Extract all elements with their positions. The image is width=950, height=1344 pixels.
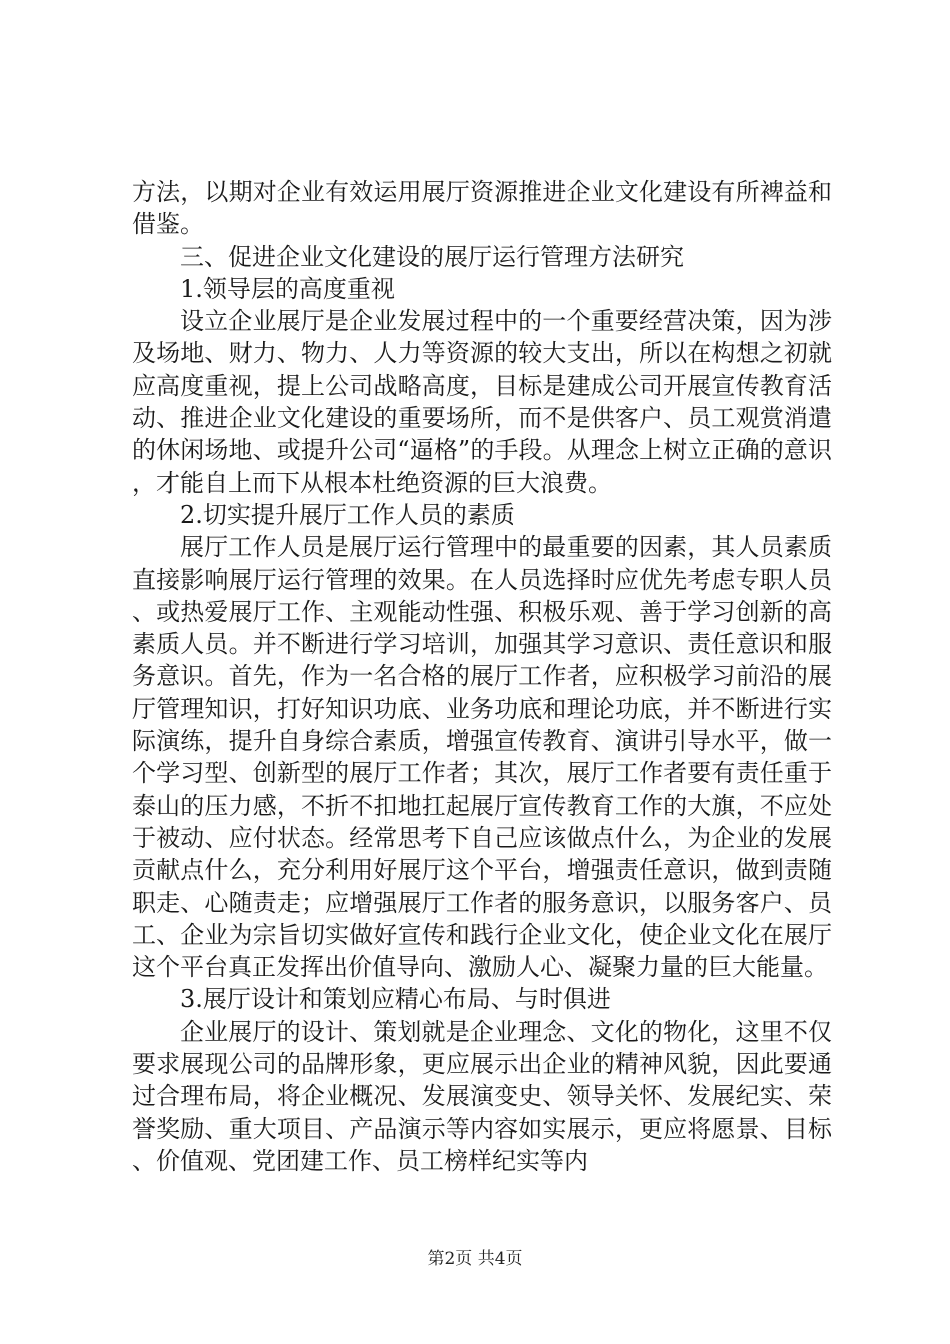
paragraph-2: 展厅工作人员是展厅运行管理中的最重要的因素，其人员素质直接影响展厅运行管理的效果。在人员选择时应优先考虑专职人员、或热爱展厅工作、主观能动性强、积极乐观、善于学习创新的高素质人员。并不断进行学习培训，加强其学习意识、责任意识和服务意识。首先，作为一名合格的展厅工作者，应积极学习前沿的展厅管理知识，打好知识功底、业务功底和理论功底，并不断进行实际演练，提升自身综合素质，增强宣传教育、演讲引导水平，做一个学习型、创新型的展厅工作者；其次，展厅工作者要有责任重于泰山的压力感，不折不扣地扛起展厅宣传教育工作的大旗，不应处于被动、应付状态。经常思考下自己应该做点什么，为企业的发展贡献点什么，充分利用好展厅这个平台，增强责任意识，做到责随职走、心随责走；应增强展厅工作者的服务意识，以服务客户、员工、企业为宗旨切实做好宣传和践行企业文化，使企业文化在展厅这个平台真正发挥出价值导向、激励人心、凝聚力量的巨大能量。 — [132, 533, 832, 982]
paragraph-1: 设立企业展厅是企业发展过程中的一个重要经营决策，因为涉及场地、财力、物力、人力等资源的较大支出，所以在构想之初就应高度重视，提上公司战略高度，目标是建成公司开展宣传教育活动、推进企业文化建设的重要场所，而不是供客户、员工观赏消遣的休闲场地、或提升公司“逼格”的手段。从理念上树立正确的意识，才能自上而下从根本杜绝资源的巨大浪费。 — [132, 307, 832, 497]
page-footer: 第2页 共4页 — [427, 1249, 523, 1269]
subsection-heading-1: 1.领导层的高度重视 — [180, 274, 395, 303]
subsection-heading-2: 2.切实提升展厅工作人员的素质 — [180, 500, 515, 529]
body-text — [132, 176, 832, 1177]
section-heading: 三、促进企业文化建设的展厅运行管理方法研究 — [180, 242, 684, 271]
paragraph-3: 企业展厅的设计、策划就是企业理念、文化的物化，这里不仅要求展现公司的品牌形象，更应展示出企业的精神风貌，因此要通过合理布局，将企业概况、发展演变史、领导关怀、发展纪实、荣誉奖励、重大项目、产品演示等内容如实展示，更应将愿景、目标、价值观、党团建工作、员工榜样纪实等内 — [132, 1017, 832, 1175]
paragraph-continuation: 方法，以期对企业有效运用展厅资源推进企业文化建设有所裨益和借鉴。 — [132, 178, 832, 239]
subsection-heading-3: 3.展厅设计和策划应精心布局、与时俱进 — [180, 985, 611, 1014]
